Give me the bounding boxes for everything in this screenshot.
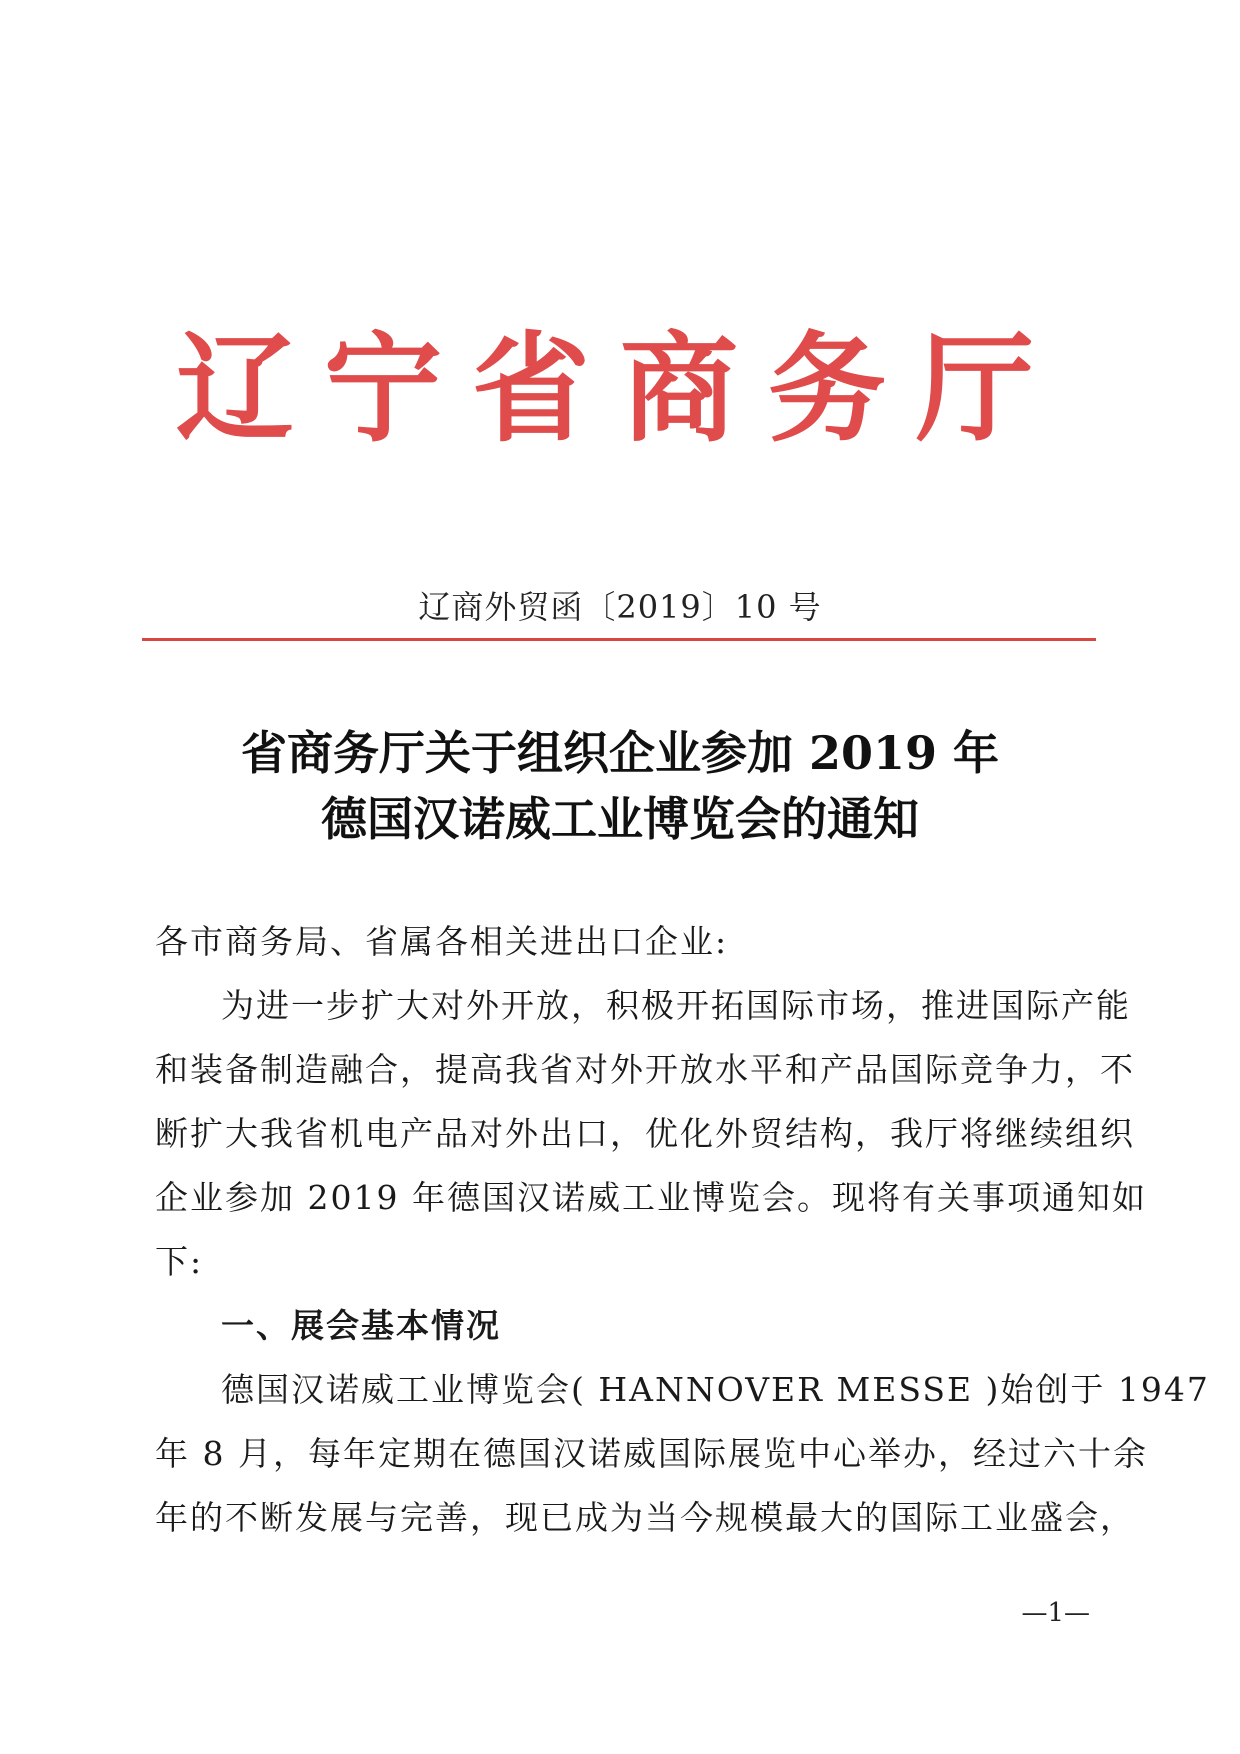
paragraph-line: 下: xyxy=(155,1242,204,1281)
paragraph-line: 企业参加 2019 年德国汉诺威工业博览会。现将有关事项通知如 xyxy=(155,1178,1147,1217)
issuer-name: 辽宁省商务厅 xyxy=(175,319,1064,458)
section-heading-1: 一、展会基本情况 xyxy=(221,1306,501,1345)
title-line-2: 德国汉诺威工业博览会的通知 xyxy=(321,792,919,846)
page-number: —1— xyxy=(1021,1598,1090,1628)
paragraph-line: 和装备制造融合，提高我省对外开放水平和产品国际竞争力，不 xyxy=(155,1050,1135,1089)
paragraph-exhibition-info xyxy=(155,1358,1210,1550)
document-title xyxy=(0,720,1240,852)
document-number: 辽商外贸函〔2019〕10 号 xyxy=(418,588,822,626)
salutation: 各市商务局、省属各相关进出口企业: xyxy=(155,922,729,961)
paragraph-line: 年 8 月，每年定期在德国汉诺威国际展览中心举办，经过六十余 xyxy=(155,1434,1148,1473)
paragraph-intro xyxy=(155,974,1147,1294)
paragraph-line: 年的不断发展与完善，现已成为当今规模最大的国际工业盛会， xyxy=(155,1498,1135,1537)
paragraph-line: 德国汉诺威工业博览会( HANNOVER MESSE )始创于 1947 xyxy=(221,1370,1210,1409)
paragraph-line: 断扩大我省机电产品对外出口，优化外贸结构，我厅将继续组织 xyxy=(155,1114,1135,1153)
title-line-1: 省商务厅关于组织企业参加 2019 年 xyxy=(240,726,1000,780)
paragraph-line: 为进一步扩大对外开放，积极开拓国际市场，推进国际产能 xyxy=(221,986,1131,1025)
red-divider-line xyxy=(142,638,1096,641)
